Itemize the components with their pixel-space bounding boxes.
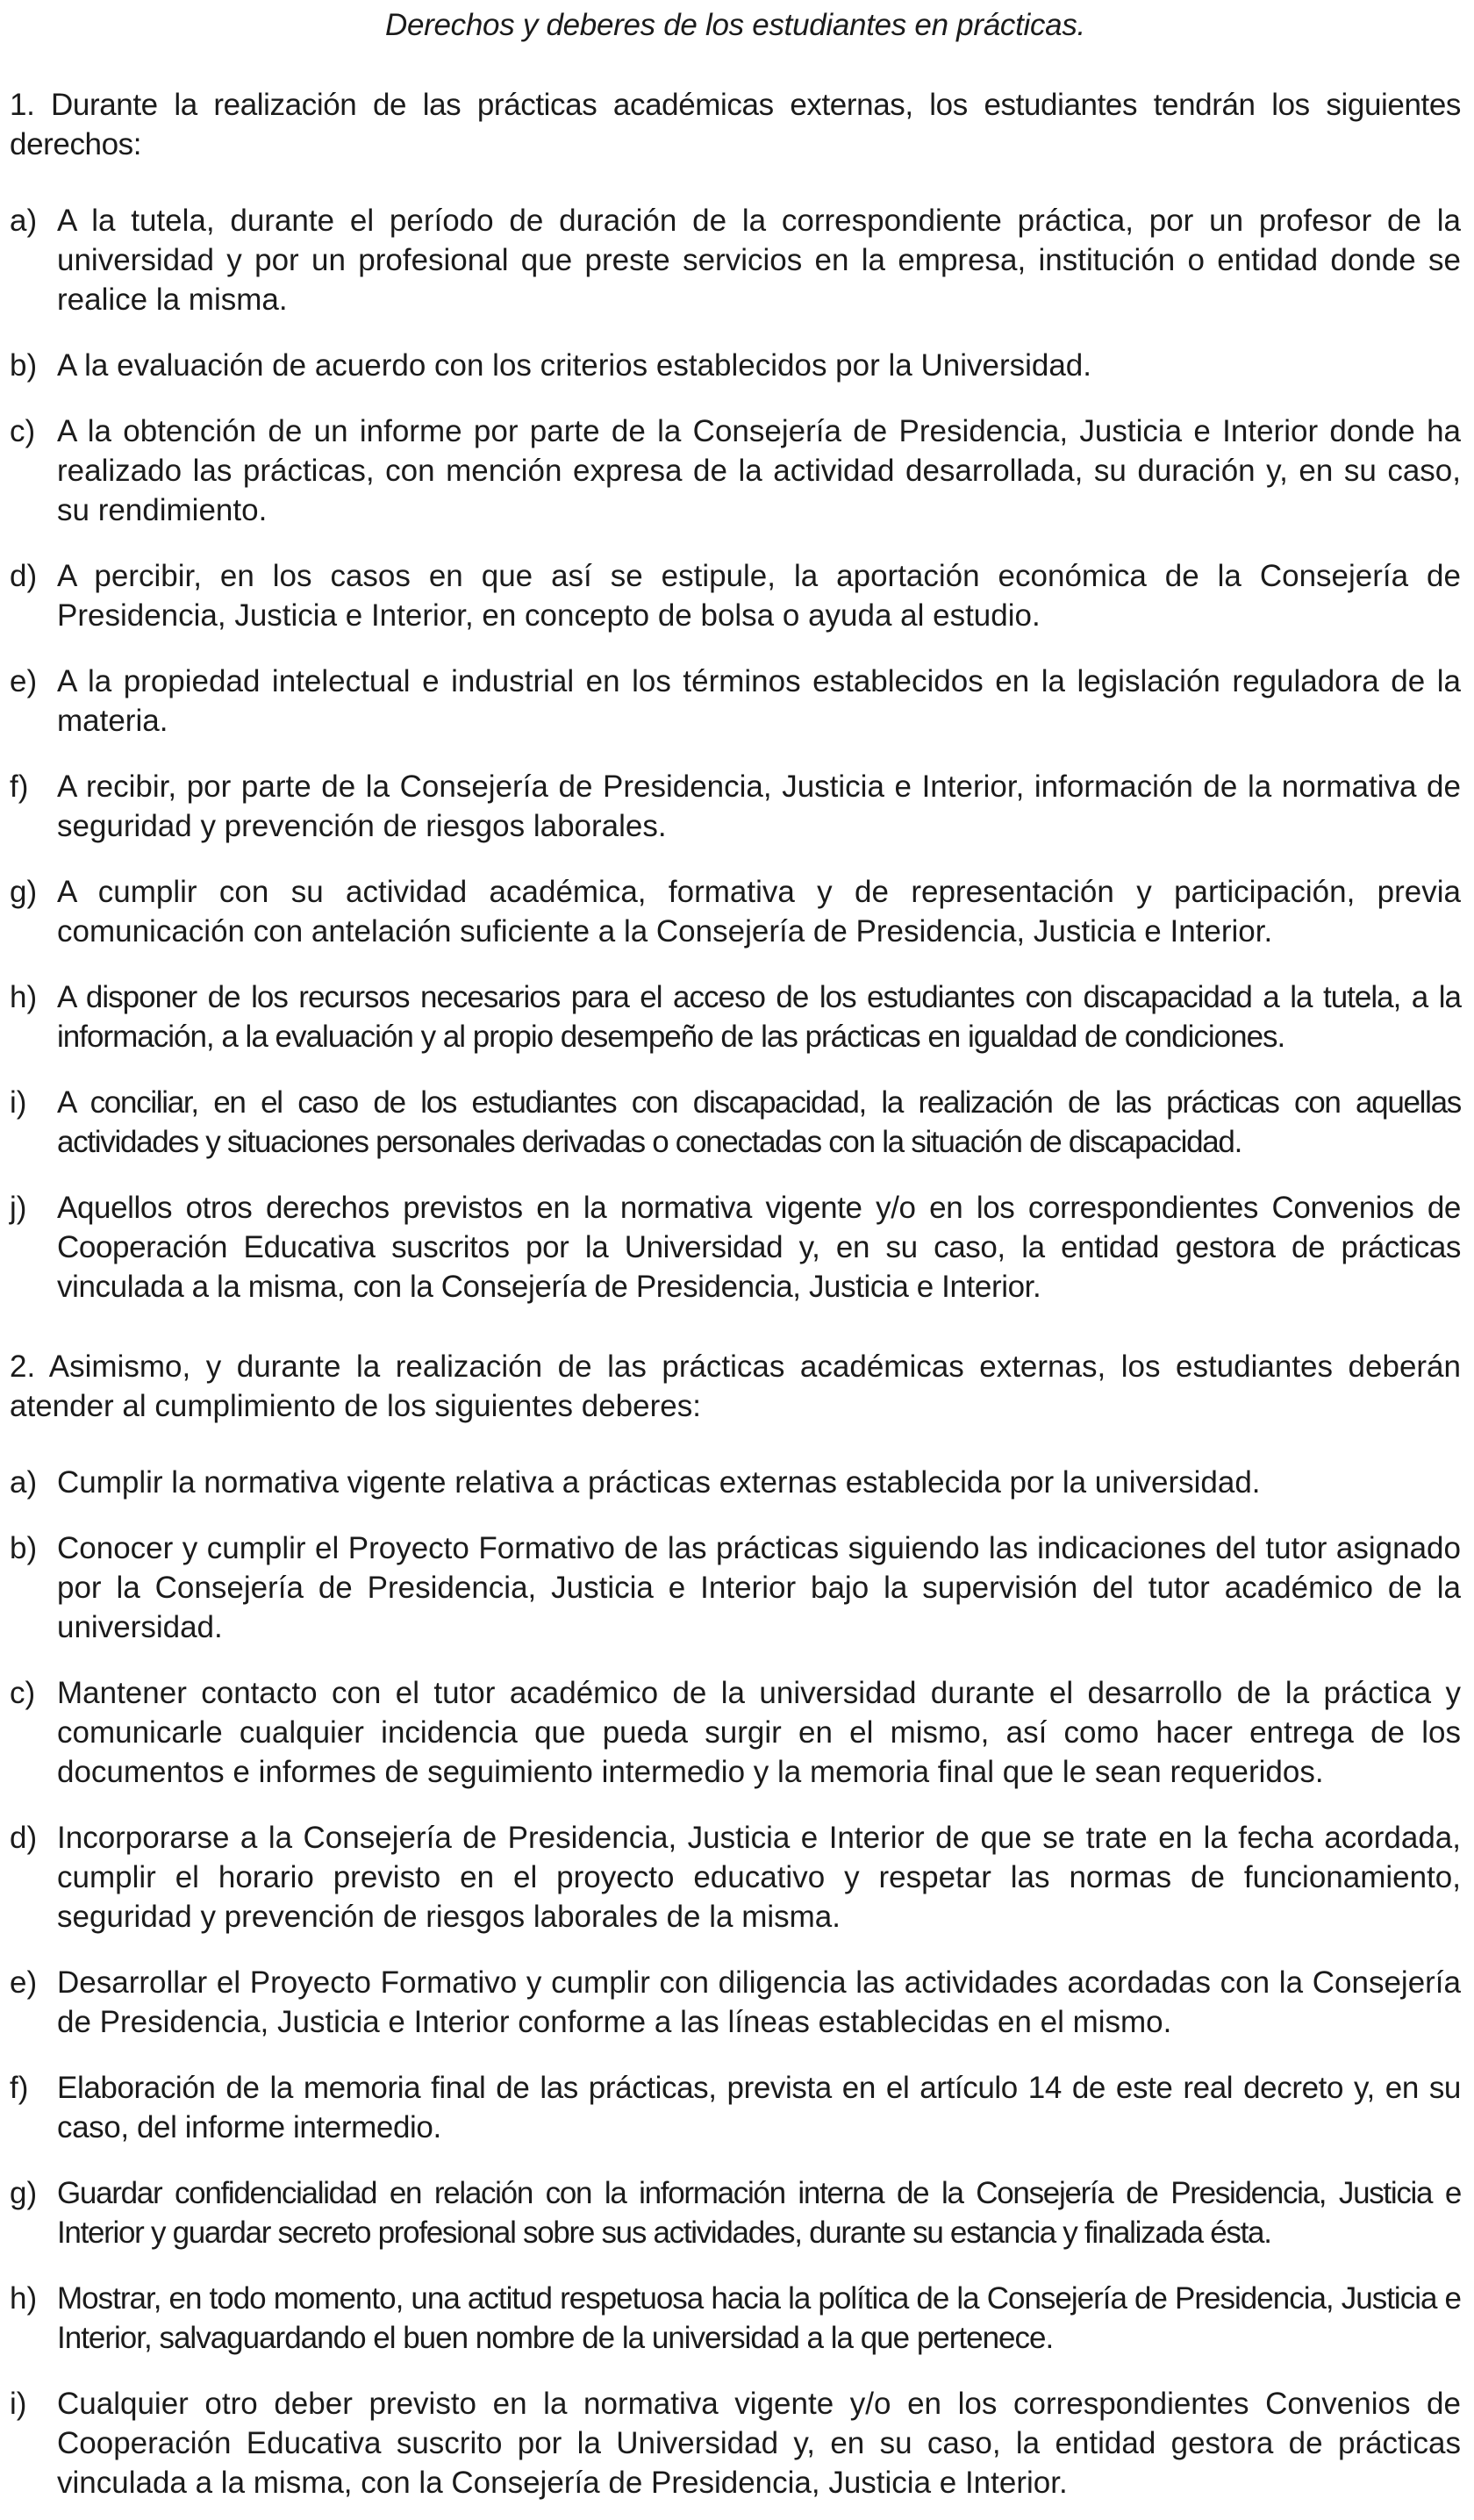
item-marker: b) [10, 1531, 38, 1565]
item-marker: h) [10, 980, 38, 1014]
list-item [10, 767, 1461, 846]
item-text: Desarrollar el Proyecto Formativo y cumplir con diligencia las actividades acordadas con la Consejería de Presidencia, Justicia e Interior conforme a las líneas establecidas en el mismo. [57, 1965, 1461, 2039]
item-marker: c) [10, 1676, 36, 1710]
item-text: A conciliar, en el caso de los estudiantes con discapacidad, la realización de las prácticas con aquellas actividades y situaciones personales derivadas o conectadas con la situación de discapacidad. [57, 1085, 1461, 1159]
list-item [10, 1083, 1461, 1162]
list-item [10, 1818, 1461, 1937]
list-item [10, 2384, 1461, 2502]
rights-list [10, 201, 1461, 1307]
list-item [10, 1963, 1461, 2042]
item-marker: g) [10, 2176, 38, 2210]
item-text: Aquellos otros derechos previstos en la normativa vigente y/o en los correspondientes Convenios de Cooperación Educativa suscritos por la Universidad y, en su caso, la entidad gestora de prácticas vinculada a la misma, con la Consejería de Presidencia, Justicia e Interior. [57, 1191, 1461, 1304]
list-item [10, 2068, 1461, 2147]
list-item [10, 201, 1461, 319]
item-marker: c) [10, 414, 36, 448]
list-item [10, 977, 1461, 1056]
item-marker: e) [10, 664, 38, 698]
item-text: Cumplir la normativa vigente relativa a prácticas externas establecida por la universidad. [57, 1465, 1261, 1500]
list-item [10, 412, 1461, 530]
item-marker: a) [10, 1465, 38, 1500]
item-marker: i) [10, 1085, 27, 1120]
item-text: Cualquier otro deber previsto en la normativa vigente y/o en los correspondientes Convenios de Cooperación Educativa suscrito por la Universidad y, en su caso, la entidad gestora de prácticas vinculada a la misma, con la Consejería de Presidencia, Justicia e Interior. [57, 2387, 1461, 2500]
item-text: Incorporarse a la Consejería de Presidencia, Justicia e Interior de que se trate en la fecha acordada, cumplir el horario previsto en el proyecto educativo y respetar las normas de funcionamiento, seguridad y prevención de riesgos laborales de la misma. [57, 1821, 1461, 1934]
list-item [10, 346, 1461, 385]
item-text: A percibir, en los casos en que así se estipule, la aportación económica de la Consejería de Presidencia, Justicia e Interior, en concepto de bolsa o ayuda al estudio. [57, 559, 1461, 633]
list-item [10, 1673, 1461, 1792]
item-marker: f) [10, 2071, 29, 2105]
item-text: Conocer y cumplir el Proyecto Formativo de las prácticas siguiendo las indicaciones del tutor asignado por la Consejería de Presidencia, Justicia e Interior bajo la supervisión del tutor académico de la universidad. [57, 1531, 1461, 1644]
item-marker: g) [10, 875, 38, 909]
item-text: A recibir, por parte de la Consejería de Presidencia, Justicia e Interior, información de la normativa de seguridad y prevención de riesgos laborales. [57, 770, 1461, 843]
item-marker: j) [10, 1191, 27, 1225]
item-text: A disponer de los recursos necesarios para el acceso de los estudiantes con discapacidad a la tutela, a la información, a la evaluación y al propio desempeño de las prácticas en igualdad de condiciones. [57, 980, 1461, 1054]
item-marker: e) [10, 1965, 38, 2000]
item-marker: f) [10, 770, 29, 804]
list-item [10, 556, 1461, 635]
item-text: Mostrar, en todo momento, una actitud respetuosa hacia la política de la Consejería de Presidencia, Justicia e Interior, salvaguardando el buen nombre de la universidad a la que pertenece. [57, 2281, 1461, 2355]
list-item [10, 872, 1461, 951]
item-text: Mantener contacto con el tutor académico de la universidad durante el desarrollo de la práctica y comunicarle cualquier incidencia que pueda surgir en el mismo, así como hacer entrega de los documentos e informes de seguimiento intermedio y la memoria final que le sean requeridos. [57, 1676, 1461, 1789]
item-text: A la tutela, durante el período de duración de la correspondiente práctica, por un profesor de la universidad y por un profesional que preste servicios en la empresa, institución o entidad donde se realice la misma. [57, 204, 1461, 317]
item-text: A cumplir con su actividad académica, formativa y de representación y participación, previa comunicación con antelación suficiente a la Consejería de Presidencia, Justicia e Interior. [57, 875, 1461, 949]
item-marker: b) [10, 348, 38, 383]
item-marker: i) [10, 2387, 27, 2421]
item-marker: d) [10, 1821, 38, 1855]
item-marker: d) [10, 559, 38, 593]
section2-intro-paragraph: 2. Asimismo, y durante la realización de las prácticas académicas externas, los estudiantes deberán atender al cumplimiento de los siguientes deberes: [10, 1349, 1461, 1423]
item-marker: h) [10, 2281, 38, 2316]
list-item [10, 662, 1461, 741]
item-text: A la propiedad intelectual e industrial en los términos establecidos en la legislación reguladora de la materia. [57, 664, 1461, 738]
duties-list [10, 1463, 1461, 2502]
list-item [10, 1188, 1461, 1307]
item-text: Guardar confidencialidad en relación con la información interna de la Consejería de Presidencia, Justicia e Interior y guardar secreto profesional sobre sus actividades, durante su estancia y finalizada ésta. [57, 2176, 1461, 2250]
document-title: Derechos y deberes de los estudiantes en prácticas. [385, 8, 1085, 42]
list-item [10, 1528, 1461, 1647]
list-item [10, 1463, 1461, 1502]
section1-intro-paragraph: 1. Durante la realización de las prácticas académicas externas, los estudiantes tendrán los siguientes derechos: [10, 88, 1461, 161]
list-item [10, 2279, 1461, 2358]
list-item [10, 2173, 1461, 2252]
item-marker: a) [10, 204, 38, 238]
item-text: Elaboración de la memoria final de las prácticas, prevista en el artículo 14 de este real decreto y, en su caso, del informe intermedio. [57, 2071, 1461, 2144]
item-text: A la evaluación de acuerdo con los criterios establecidos por la Universidad. [57, 348, 1091, 383]
item-text: A la obtención de un informe por parte de la Consejería de Presidencia, Justicia e Interior donde ha realizado las prácticas, con mención expresa de la actividad desarrollada, su duración y, en su caso, su rendimiento. [57, 414, 1461, 527]
